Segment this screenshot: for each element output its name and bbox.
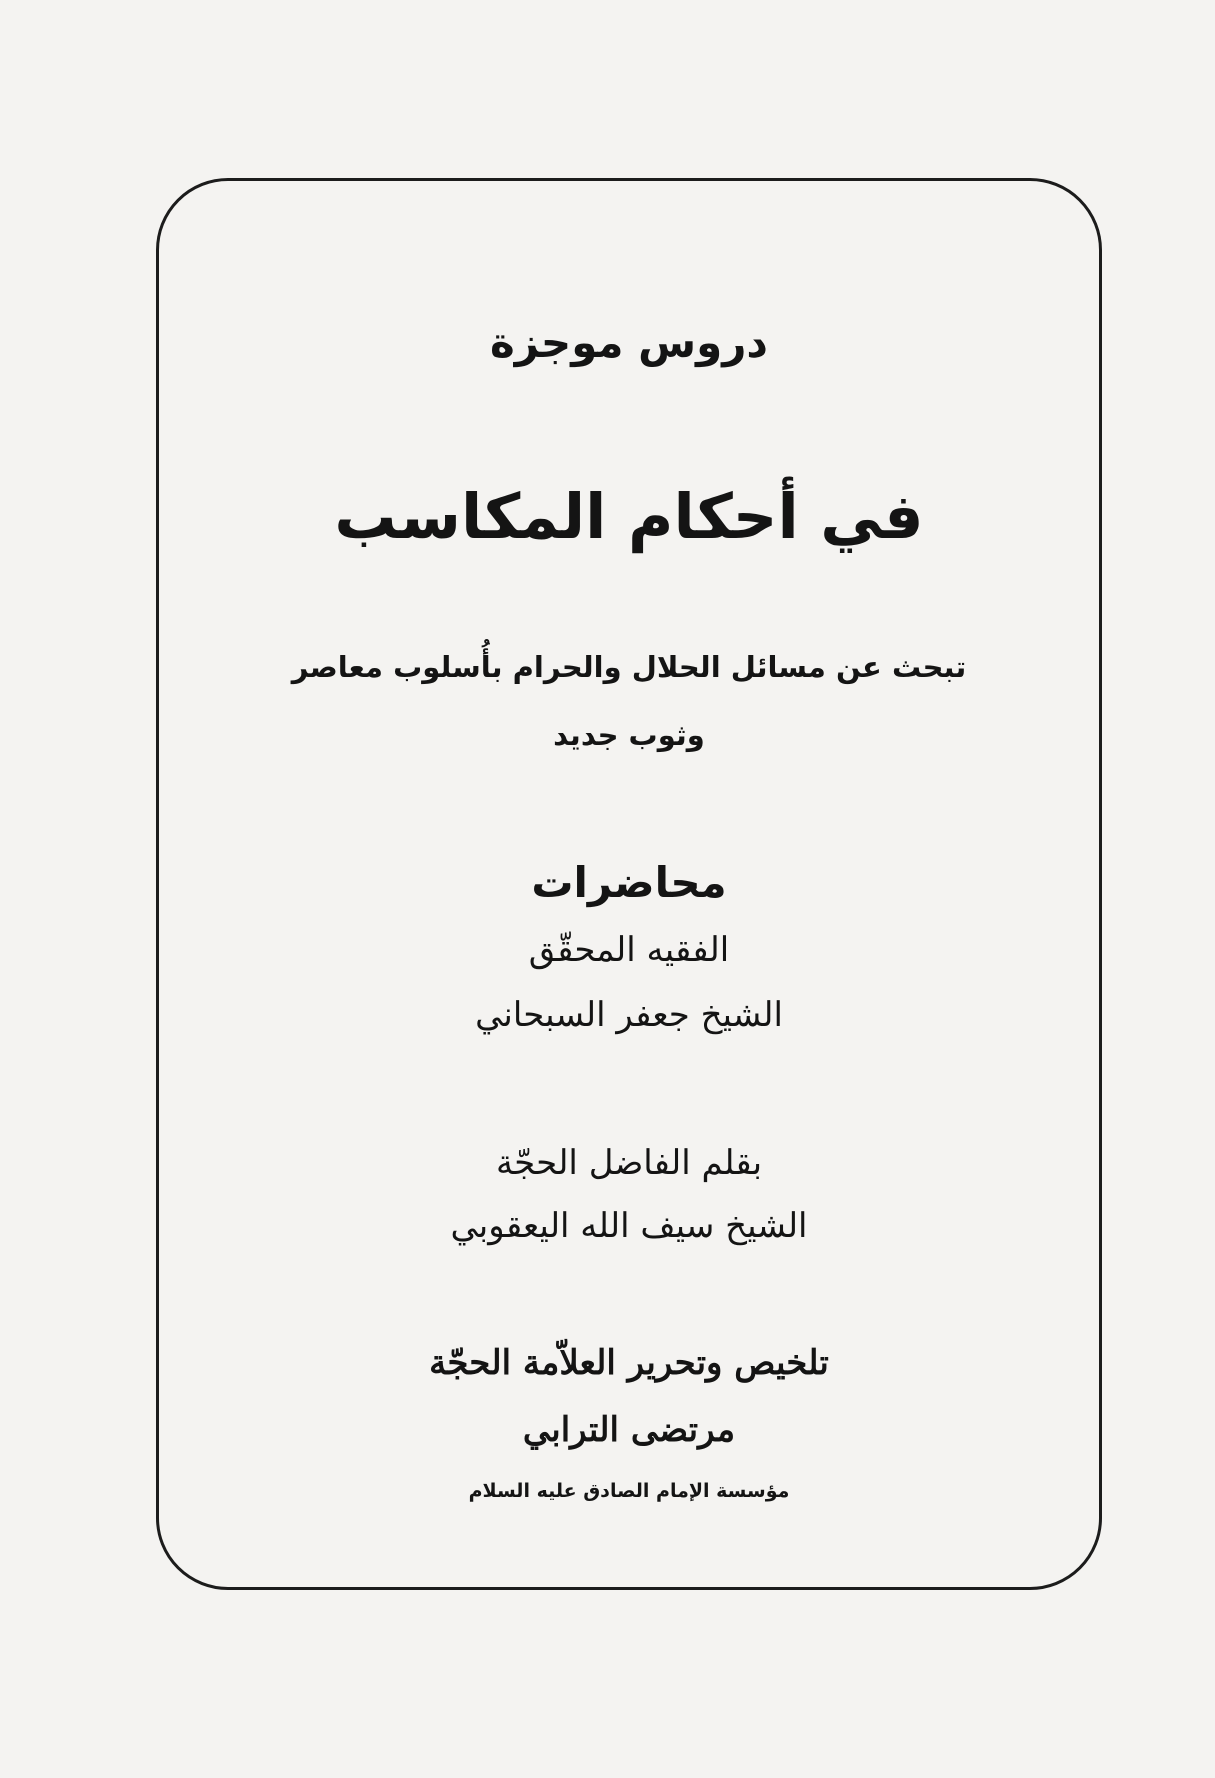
author-title: الفقيه المحقّق bbox=[528, 930, 730, 970]
description-line-1: تبحث عن مسائل الحلال والحرام بأُسلوب معاصر bbox=[291, 650, 967, 684]
description-line-2: وثوب جديد bbox=[553, 718, 705, 752]
editor-name: مرتضى الترابي bbox=[522, 1410, 736, 1450]
pen-title: بقلم الفاضل الحجّة bbox=[495, 1143, 763, 1183]
publisher-name: مؤسسة الإمام الصادق عليه السلام bbox=[468, 1480, 790, 1502]
series-title: دروس موجزة bbox=[490, 318, 768, 367]
book-title: في أحكام المكاسب bbox=[334, 480, 924, 553]
pen-name: الشيخ سيف الله اليعقوبي bbox=[450, 1206, 808, 1246]
editor-title: تلخيص وتحرير العلاّمة الحجّة bbox=[429, 1343, 829, 1383]
lectures-label: محاضرات bbox=[531, 858, 727, 907]
author-name: الشيخ جعفر السبحاني bbox=[475, 995, 783, 1035]
